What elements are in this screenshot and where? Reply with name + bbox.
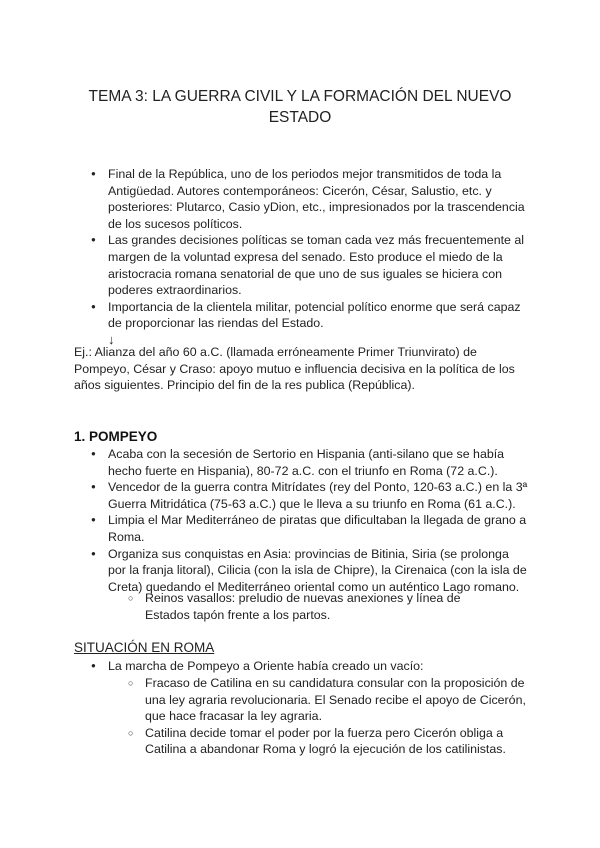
intro-list	[108, 166, 528, 347]
list-item: ● Vencedor de la guerra contra Mitrídates (rey del Ponto, 120-63 a.C.) en la 3ª Guerra Mitridática (75-63 a.C.) que le lleva a su triunfo en Roma (61 a.C.).	[108, 479, 528, 512]
list-item: ● Final de la República, uno de los periodos mejor transmitidos de toda la Antigüedad. Autores contemporáneos: Cicerón, César, Salustio, etc. y posteriores: Plutarco, Casio yDion, etc., impresionados por la trascendencia de los sucesos políticos.	[108, 166, 528, 232]
list-item: ● Organiza sus conquistas en Asia: provincias de Bitinia, Siria (se prolonga por la franja litoral), Cilicia (con la isla de Chipre), la Cirenaica (con la isla de Creta) quedando el Mediterráneo oriental como un auténtico Lago romano.	[108, 546, 528, 596]
page-title: TEMA 3: LA GUERRA CIVIL Y LA FORMACIÓN DEL NUEVO ESTADO	[88, 88, 512, 126]
situacion-list	[108, 658, 528, 675]
example-paragraph: Ej.: Alianza del año 60 a.C. (llamada erróneamente Primer Triunvirato) de Pompeyo, César y Craso: apoyo mutuo e influencia decisiva en la política de los años siguientes. Principio del fin de la res publica (República).	[74, 345, 515, 393]
section-heading-situacion: SITUACIÓN EN ROMA	[74, 640, 215, 655]
situacion-sublist	[145, 675, 530, 758]
list-item: ● Las grandes decisiones políticas se toman cada vez más frecuentemente al margen de la voluntad expresa del senado. Esto produce el miedo de la aristocracia romana senatorial de que uno de sus iguales se hiciera con poderes extraordinarios.	[108, 232, 528, 298]
sub-list-item: ○ Catilina decide tomar el poder por la fuerza pero Cicerón obliga a Catilina a abandonar Roma y logró la ejecución de los catilinistas.	[145, 725, 530, 758]
list-item: ● Acaba con la secesión de Sertorio en Hispania (anti-silano que se había hecho fuerte en Hispania), 80-72 a.C. con el triunfo en Roma (72 a.C.).	[108, 446, 528, 479]
list-item: ● La marcha de Pompeyo a Oriente había creado un vacío:	[108, 658, 528, 675]
list-item: ● Importancia de la clientela militar, potencial político enorme que será capaz de proporcionar las riendas del Estado.	[108, 299, 528, 332]
section-heading-pompeyo: 1. POMPEYO	[74, 429, 158, 444]
pompeyo-sublist	[145, 590, 485, 623]
sub-list-item: ○ Reinos vasallos: preludio de nuevas anexiones y línea de Estados tapón frente a los partos.	[145, 590, 485, 623]
list-item: ● Limpia el Mar Mediterráneo de piratas que dificultaban la llegada de grano a Roma.	[108, 512, 528, 545]
pompeyo-list	[108, 446, 528, 595]
sub-list-item: ○ Fracaso de Catilina en su candidatura consular con la proposición de una ley agraria revolucionaria. El Senado recibe el apoyo de Cicerón, que hace fracasar la ley agraria.	[145, 675, 530, 725]
down-arrow-icon: ↓	[108, 331, 115, 347]
